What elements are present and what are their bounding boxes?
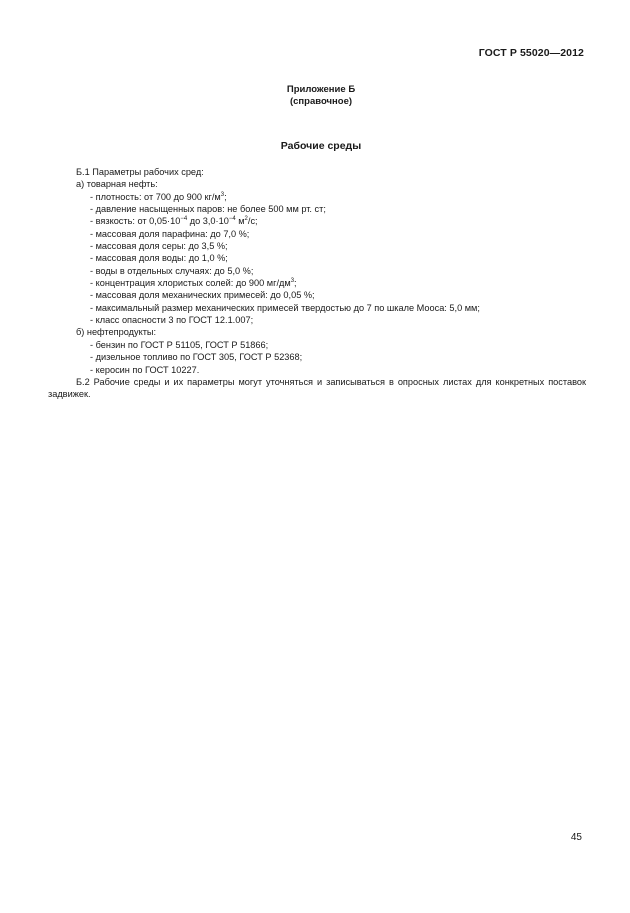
petroleum-products-heading: б) нефтепродукты: bbox=[76, 327, 157, 338]
list-item-diesel: - дизельное топливо по ГОСТ 305, ГОСТ Р 52368; bbox=[90, 352, 303, 363]
annex-subtitle: (справочное) bbox=[289, 96, 353, 107]
list-item-impurities: - массовая доля механических примесей: до 0,05 %; bbox=[90, 290, 315, 301]
annex-title: Приложение Б bbox=[286, 84, 356, 95]
document-code: ГОСТ Р 55020—2012 bbox=[478, 47, 584, 59]
list-item-water: - массовая доля воды: до 1,0 %; bbox=[90, 253, 228, 264]
list-item-vapor-pressure: - давление насыщенных паров: не более 500 мм рт. ст; bbox=[90, 204, 326, 215]
list-item-hazard-class: - класс опасности 3 по ГОСТ 12.1.007; bbox=[90, 315, 254, 326]
list-item-density: - плотность: от 700 до 900 $кг/м^3$; bbox=[90, 191, 227, 202]
list-item-gasoline: - бензин по ГОСТ Р 51105, ГОСТ Р 51866; bbox=[90, 339, 269, 350]
document-body bbox=[48, 166, 586, 401]
list-item-particle-size: - максимальный размер механических примесей твердостью до 7 по шкале Мооса: 5,0 мм; bbox=[90, 302, 480, 313]
b2-paragraph: Б.2 Рабочие среды и их параметры могут уточняться и записываться в опросных листах для конкретных поставок задвижек. bbox=[48, 376, 586, 400]
page-number: 45 bbox=[570, 832, 582, 843]
list-item-paraffin: - массовая доля парафина: до 7,0 %; bbox=[90, 228, 250, 239]
list-item-water-cases: - воды в отдельных случаях: до 5,0 %; bbox=[90, 265, 254, 276]
list-item-kerosene: - керосин по ГОСТ 10227. bbox=[90, 364, 200, 375]
list-item-viscosity: - вязкость: от $0,05\cdot 10^{-4}$ до $3,0\cdot 10^{-4}$ $м^2/с$; bbox=[90, 216, 258, 227]
list-item-chloride: - концентрация хлористых солей: до 900 $мг/дм^3$; bbox=[90, 278, 297, 289]
b1-heading: Б.1 Параметры рабочих сред: bbox=[76, 167, 204, 177]
crude-oil-heading: а) товарная нефть: bbox=[76, 179, 158, 190]
section-title: Рабочие среды bbox=[280, 140, 362, 152]
list-item-sulfur: - массовая доля серы: до 3,5 %; bbox=[90, 241, 228, 252]
